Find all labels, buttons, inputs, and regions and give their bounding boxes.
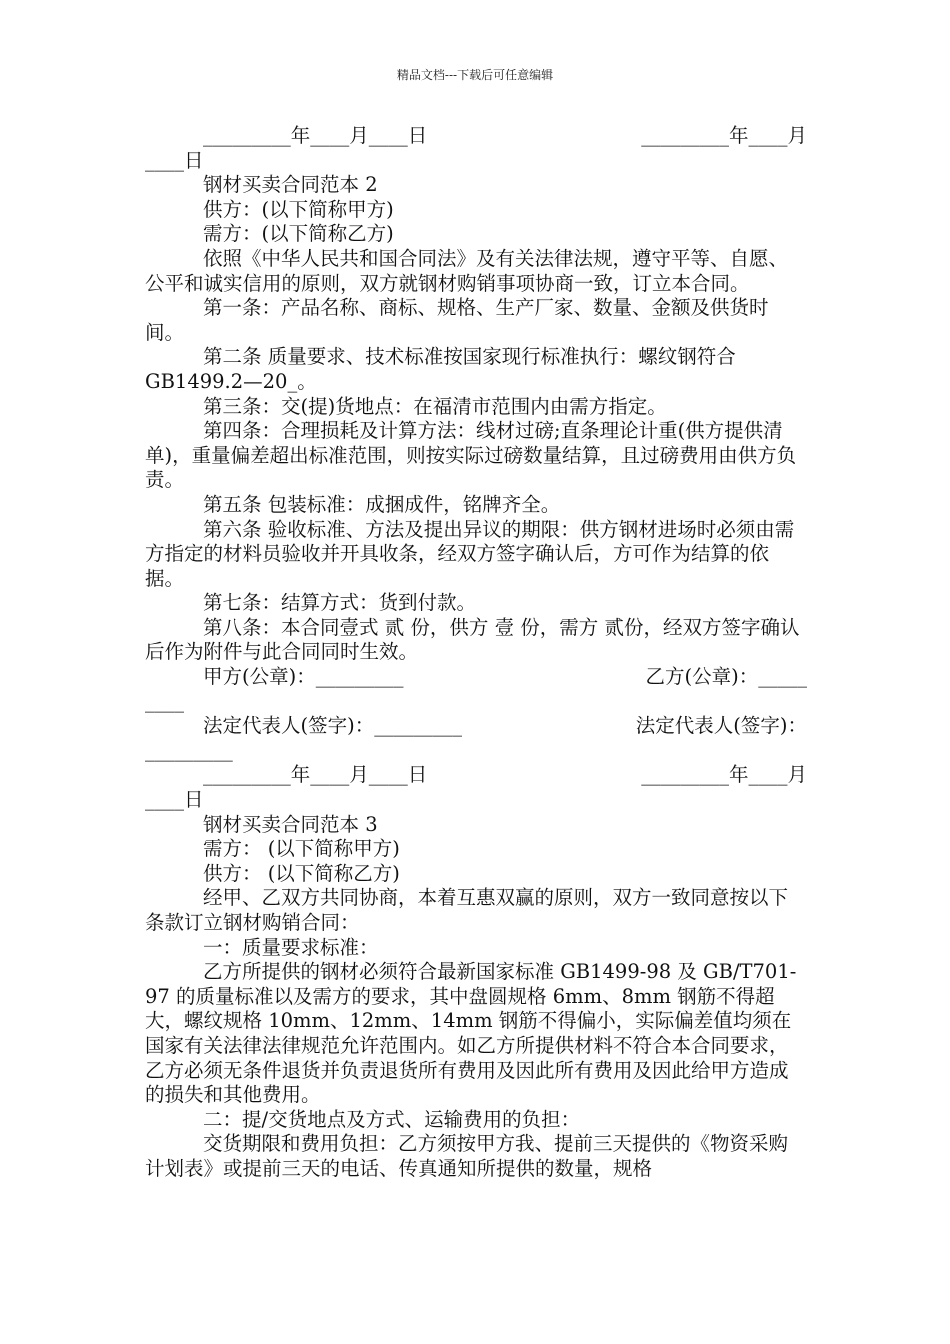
buyer-line: 需方：(以下简称乙方) bbox=[203, 222, 394, 246]
section-1-body: 乙方所提供的钢材必须符合最新国家标准 GB1499-98 及 GB/T701-97 的质量标准以及需方的要求，其中盘圆规格 6mm、8mm 钢筋不得超大，螺纹规格 10mm、12mm、14mm 钢筋不得偏小，实际偏差值均须在国家有关法律法律规范允许范围内。如乙方所提供材料不符合本合同要求，乙方必须无条件退货并负责退货所有费用及因此所有费用及因此给甲方造成的损失和其他费用。 bbox=[145, 960, 797, 1107]
date-left: _________年____月____日 bbox=[203, 124, 428, 147]
contract-title-2: 钢材买卖合同范本 2 bbox=[203, 173, 378, 197]
intro-paragraph: 依照《中华人民共和国合同法》及有关法律法规，遵守平等、自愿、公平和诚实信用的原则，双方就钢材购销事项协商一致，订立本合同。 bbox=[145, 246, 789, 295]
seal-line bbox=[145, 665, 807, 690]
date-line-2 bbox=[145, 763, 807, 788]
article-7: 第七条：结算方式：货到付款。 bbox=[203, 591, 477, 615]
seal-left: 甲方(公章)：_________ bbox=[203, 665, 404, 689]
rep-right: 法定代表人(签字)： bbox=[635, 714, 807, 738]
rep-left: 法定代表人(签字)：_________ bbox=[203, 714, 462, 738]
buyer-line: 需方： (以下简称甲方) bbox=[203, 837, 400, 861]
article-1: 第一条：产品名称、商标、规格、生产厂家、数量、金额及供货时间。 bbox=[145, 296, 769, 344]
article-3: 第三条：交(提)货地点：在福清市范围内由需方指定。 bbox=[203, 394, 667, 418]
page-header: 精品文档---下载后可任意编辑 bbox=[396, 68, 554, 82]
date-line-1 bbox=[145, 124, 807, 149]
date-right: _________年____月 bbox=[641, 763, 807, 787]
article-4: 第四条：合理损耗及计算方法：线材过磅;直条理论计重(供方提供清单)，重量偏差超出标准范围，则按实际过磅数量结算，且过磅费用由供方负责。 bbox=[145, 419, 797, 492]
section-1-heading: 一：质量要求标准： bbox=[203, 935, 379, 959]
seal-right: 乙方(公章)：_____ bbox=[645, 665, 807, 689]
date-tail: ____日 bbox=[145, 788, 204, 812]
article-6: 第六条 验收标准、方法及提出异议的期限：供方钢材进场时必须由需方指定的材料员验收并开具收条，经双方签字确认后，方可作为结算的依据。 bbox=[145, 517, 795, 590]
intro-paragraph: 经甲、乙双方共同协商，本着互惠双赢的原则，双方一致同意按以下条款订立钢材购销合同： bbox=[145, 886, 789, 934]
date-tail: ____日 bbox=[145, 148, 204, 172]
date-right: _________年____月 bbox=[641, 124, 807, 147]
section-2-heading: 二：提/交货地点及方式、运输费用的负担： bbox=[203, 1107, 581, 1131]
document-body bbox=[145, 124, 807, 1182]
supplier-line: 供方： (以下简称乙方) bbox=[203, 861, 400, 885]
article-5: 第五条 包装标准：成捆成件，铭牌齐全。 bbox=[203, 492, 561, 516]
article-2: 第二条 质量要求、技术标准按国家现行标准执行：螺纹钢符合 GB1499.2—20_。 bbox=[145, 345, 736, 393]
supplier-line: 供方：(以下简称甲方) bbox=[203, 197, 394, 221]
date-left: _________年____月____日 bbox=[203, 763, 428, 787]
section-2-body: 交货期限和费用负担：乙方须按甲方我、提前三天提供的《物资采购计划表》或提前三天的电话、传真通知所提供的数量，规格 bbox=[145, 1132, 789, 1180]
seal-tail: ____ bbox=[145, 689, 184, 713]
representative-line bbox=[145, 714, 807, 739]
rep-tail: _________ bbox=[145, 738, 233, 762]
article-8: 第八条：本合同壹式 贰 份，供方 壹 份，需方 贰份，经双方签字确认后作为附件与此合同同时生效。 bbox=[145, 615, 800, 664]
contract-title-3: 钢材买卖合同范本 3 bbox=[203, 812, 378, 836]
